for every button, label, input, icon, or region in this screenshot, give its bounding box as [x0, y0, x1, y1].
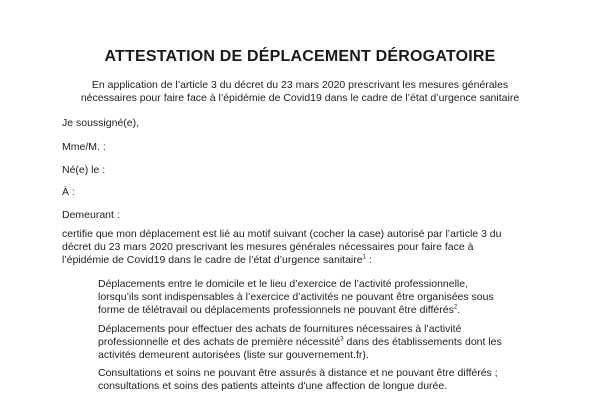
birth-date-label: Né(e) le :: [62, 164, 106, 176]
certifie-line-1: certifie que mon déplacement est lié au motif suivant (cocher la case) autorisé par l’article 3 du: [62, 228, 502, 240]
intro-line-1: En application de l’article 3 du décret du 23 mars 2020 prescrivant les mesures générales: [91, 79, 509, 91]
reason-line: lorsqu’ils sont indispensables à l’exercice d’activités ne pouvant être organisées sous: [98, 291, 494, 303]
certifie-line-2: décret du 23 mars 2020 prescrivant les mesures générales nécessaires pour faire face à: [62, 241, 474, 253]
name-label: Mme/M. :: [62, 141, 106, 153]
reason-line: Déplacements pour effectuer des achats de fournitures nécessaires à l’activité: [98, 323, 462, 335]
footnote-ref-1: 1: [362, 254, 366, 261]
reason-line: professionnelle et des achats de première nécessité$^3$ dans des établissements dont les: [98, 336, 502, 348]
birth-place-label: À :: [62, 186, 75, 198]
reason-line: Déplacements entre le domicile et le lieu d’exercice de l’activité professionnelle,: [98, 278, 469, 290]
reason-purchases: [98, 323, 538, 362]
soussigne-label: Je soussigné(e),: [62, 117, 140, 129]
intro-paragraph: [60, 79, 540, 105]
reason-line: forme de télétravail ou déplacements professionnels ne pouvant être différés$^2$.: [98, 304, 461, 316]
footnote-ref-2: 2: [453, 304, 458, 311]
reason-line: Consultations et soins ne pouvant être assurés à distance et ne pouvant être différés ;: [98, 367, 498, 379]
reason-line: consultations et soins des patients atteints d'une affection de longue durée.: [98, 380, 448, 392]
document-title: ATTESTATION DE DÉPLACEMENT DÉROGATOIRE: [104, 48, 496, 65]
certifie-line-3: l’épidémie de Covid19 dans le cadre de l’état d’urgence sanitaire$^1$ :: [62, 254, 372, 266]
reason-professional: [98, 278, 538, 317]
reason-line: activités demeurent autorisées (liste sur gouvernement.fr).: [98, 349, 369, 361]
certification-paragraph: [62, 228, 542, 267]
intro-line-2: nécessaires pour faire face à l’épidémie de Covid19 dans le cadre de l’état d’urgence sanitaire: [80, 92, 520, 104]
footnote-ref-3: 3: [340, 336, 344, 343]
address-label: Demeurant :: [62, 209, 120, 221]
reason-health: [98, 367, 538, 393]
